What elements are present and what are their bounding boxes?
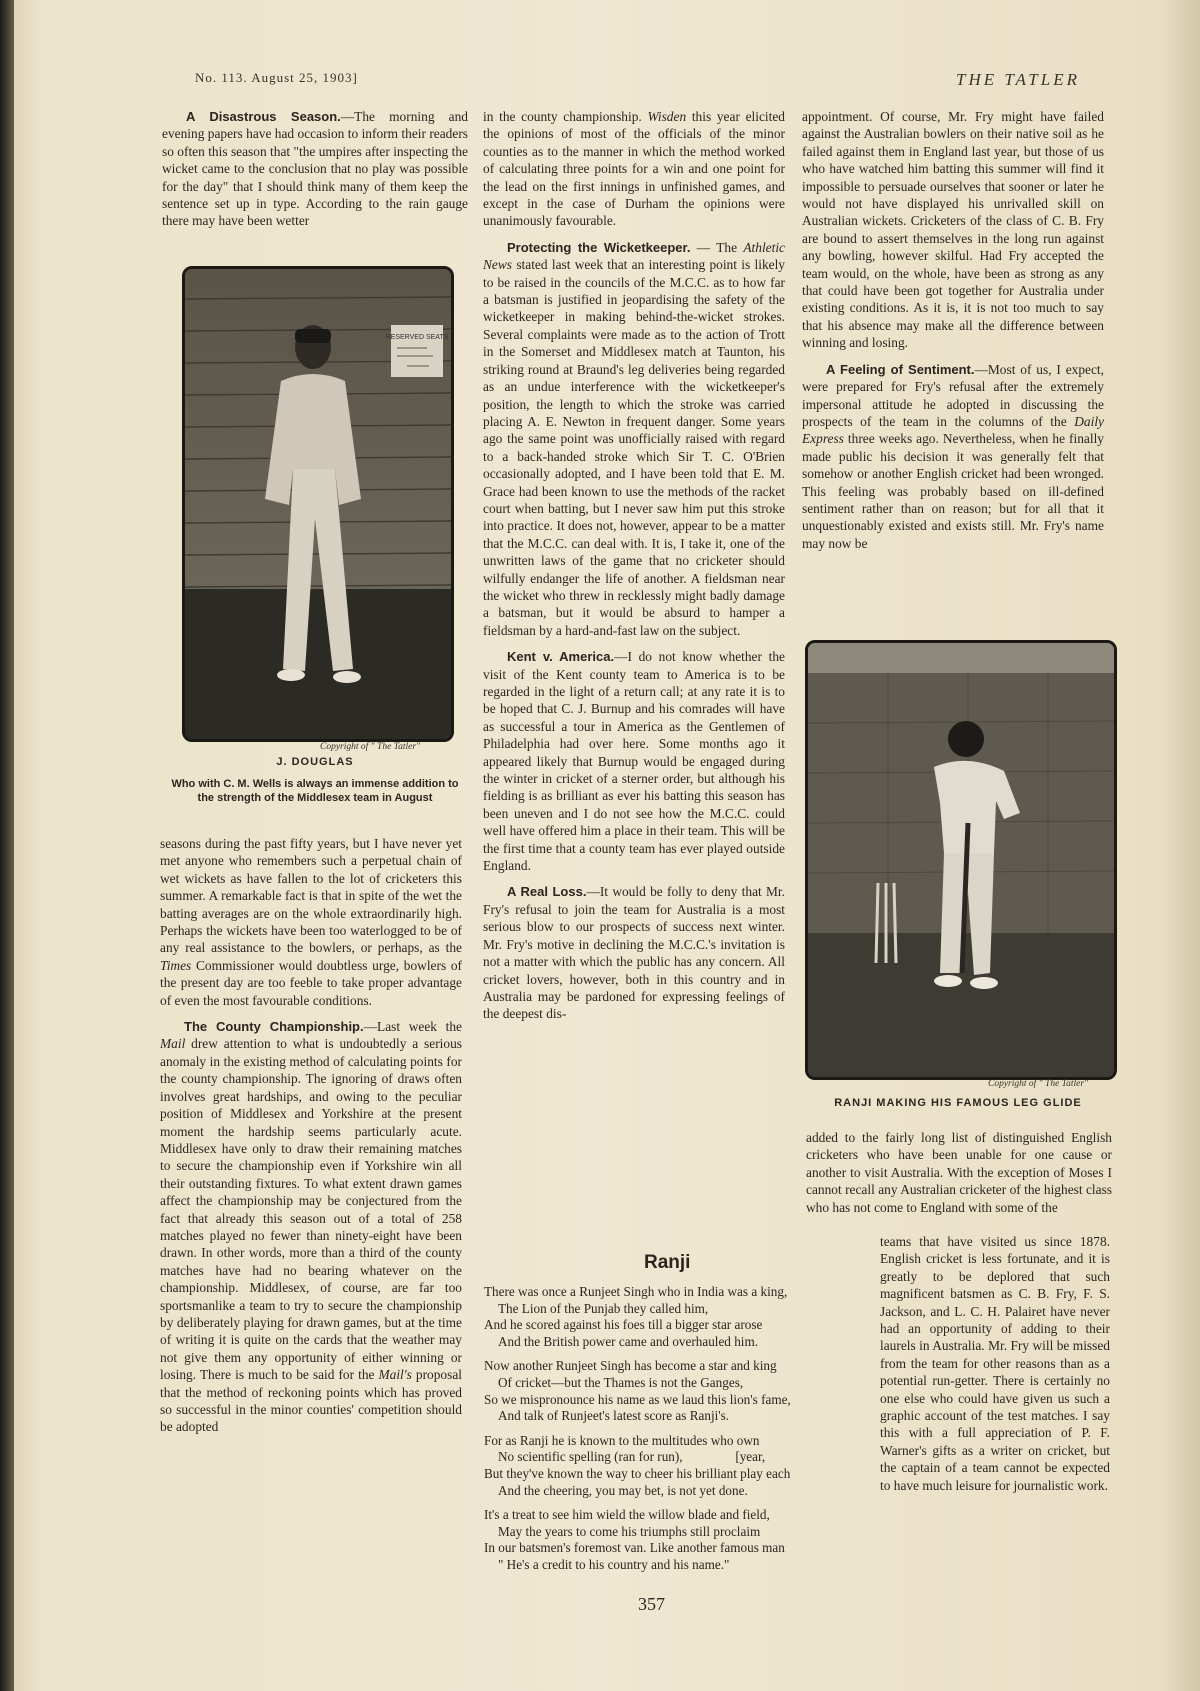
article-real-loss bbox=[483, 883, 785, 1022]
column-1-top bbox=[162, 108, 468, 239]
binding-edge bbox=[0, 0, 14, 1691]
photo-credit-ranji: Copyright of " The Tatler" bbox=[988, 1079, 1089, 1089]
paragraph-distinguished-cricketers bbox=[806, 1129, 1112, 1216]
caption-name-douglas: J. DOUGLAS bbox=[276, 756, 354, 768]
article-disastrous-season-intro bbox=[162, 108, 468, 230]
paragraph-text: —Most of us, I expect, were prepared for Fry's refusal after the extremely impersonal attitude he adopted in discussing the prospects of the team in the columns of the bbox=[802, 361, 1104, 429]
paragraph-text: drew attention to what is undoubtedly a serious anomaly in the existing method of calculating points for the county championship. The ignoring of draws often involves great hardships, and owing to the peculiar position of Middlesex and Yorkshire at the present moment the hardship seems particularly acute. Middlesex have only to draw their remaining matches to secure the championship even if Yorkshire win all their outstanding fixtures. To what extent drawn games affect the championship may be conjectured from the fact that already this season out of a total of 258 matches played no fewer than ninety-eight have been drawn. In other words, more than a third of the county matches have had no bearing whatever on the championship. Middlesex, of course, are far too sportsmanlike a team to try to secure the championship by deliberately playing for drawn games, but at the time of writing it is quite on the cards that the weather may not give them any opportunity of either winning or losing. There is much to be said for the bbox=[160, 1036, 462, 1383]
poem-line: And he scored against his foes till a bigger star arose bbox=[484, 1317, 763, 1333]
paragraph-text: teams that have visited us since 1878. English cricket is less fortunate, and it is greatly to be deplored that such magnificent batsmen as C. B. Fry, F. S. Jackson, and L. C. H. Palairet have never had an opportunity of adding to their laurels in Australia. Mr. Fry will be missed from the team for other reasons than as a potential run-getter. There is certainly no one else who could have given us such a graphic account of the test matches. I say this with a full appreciation of P. F. Warner's gifts as a writer on cricket, but the captain of a team cannot be expected to have much leisure for journalistic work. bbox=[880, 1234, 1110, 1493]
article-county-championship bbox=[160, 1018, 462, 1436]
paragraph-text: seasons during the past fifty years, but I have never yet met anyone who remembers such a perpetual chain of wet wickets as have fallen to the lot of cricketers this summer. A remarkable fact is that in spite of the wet the batting averages are on the whole extraordinarily high. Perhaps the wickets have been too waterlogged to be of any real assistance to the bowlers, or perhaps, as the bbox=[160, 836, 462, 956]
ranji-batting-image bbox=[808, 643, 1114, 1077]
paragraph-text: —I do not know whether the visit of the Kent county team to America is to be regarded in the light of a return call; at any rate it is to be hoped that C. J. Burnup and his comrades will have as successful a tour in America as the Gentlemen of Philadelphia had over here. Some months ago it appeared likely that Burnup would be engaged during the winter in cricket of a sterner order, but although his fielding is as brilliant as ever his batting this season has been uneven and I do not see how the M.C.C. could well have offered him a place in their team. This will be the first time that a county team has ever played outside England. bbox=[483, 649, 785, 874]
photo-ranji bbox=[805, 640, 1117, 1080]
paragraph-text: appointment. Of course, Mr. Fry might have failed against the Australian bowlers on their native soil as he failed against them in England last year, but those of us who have watched him batting this summer will find it impossible to persuade ourselves that sooner or later he would not have displayed his unrivalled skill on Australian wickets. Cricketers of the class of C. B. Fry are bound to assert themselves in the long run against any bowling, however skilful. Had Fry accepted the team would, on the whole, have been as strong as any that could have been got together for Australia under existing conditions. As it is, it is not too much to say that his absence may make all the difference between winning and losing. bbox=[802, 109, 1104, 351]
poem-stanza bbox=[484, 1507, 874, 1573]
column-3-narrow bbox=[880, 1233, 1110, 1503]
paragraph-wisden bbox=[483, 108, 785, 230]
sign-text: RESERVED SEATS bbox=[385, 334, 449, 341]
poem-line: No scientific spelling (ran for run), [year, bbox=[498, 1449, 766, 1465]
article-feeling-of-sentiment bbox=[802, 361, 1104, 552]
paragraph-text: three weeks ago. Nevertheless, when he finally made public his decision it was generally felt that somehow or another English cricket had been wronged. This feeling was probably based on ill-defined sentiment rather than on reason; but for all that it unquestionably existed and exists still. Mr. Fry's name may now be bbox=[802, 431, 1104, 551]
poem-title: Ranji bbox=[644, 1252, 691, 1273]
poem-line: May the years to come his triumphs still proclaim bbox=[498, 1523, 761, 1539]
caption-ranji: RANJI MAKING HIS FAMOUS LEG GLIDE bbox=[834, 1097, 1082, 1109]
poem-stanza bbox=[484, 1358, 874, 1424]
paragraph-text: —It would be folly to deny that Mr. Fry's refusal to join the team for Australia is a most serious blow to our prospects of success next winter. Mr. Fry's motive in declining the M.C.C.'s invitation is not a matter with which the public has any concern. All cricket lovers, however, both in this country and in Australia may be pardoned for expressing feelings of the deepest dis- bbox=[483, 884, 785, 1022]
poem-line: Now another Runjeet Singh has become a star and king bbox=[484, 1358, 777, 1374]
italic-text: Athletic News bbox=[483, 239, 785, 273]
poem-line: But they've known the way to cheer his brilliant play each bbox=[484, 1465, 791, 1481]
column-1-bottom bbox=[160, 835, 462, 1445]
paragraph-fortunate bbox=[880, 1233, 1110, 1494]
issue-header: No. 113. August 25, 1903] bbox=[195, 70, 358, 85]
poem-line: In our batsmen's foremost van. Like another famous man bbox=[484, 1540, 785, 1556]
heading-protecting-wicketkeeper: Protecting the Wicketkeeper. bbox=[507, 239, 691, 255]
poem-line: And talk of Runjeet's latest score as Ranji's. bbox=[498, 1408, 730, 1424]
paragraph-text: in the county championship. bbox=[483, 109, 648, 124]
paragraph-text: this year elicited the opinions of most of the officials of the minor counties as to the manner in which the method worked of calculating three points for a win and one point for the lead on the first innings in unfinished games, and except in the case of Durham the opinions were unanimously favourable. bbox=[483, 109, 785, 229]
caption-description-douglas: Who with C. M. Wells is always an immense addition to the strength of the Middlesex team in August bbox=[171, 778, 459, 804]
photo-j-douglas bbox=[182, 266, 454, 742]
italic-text: Wisden bbox=[647, 109, 687, 124]
paragraph-text: Commissioner would doubtless urge, bowlers of the present day are too feeble to take proper advantage of even the most favourable conditions. bbox=[160, 957, 462, 1008]
poem-line: The Lion of the Punjab they called him, bbox=[498, 1300, 709, 1316]
paragraph-text: stated last week that an interesting point is likely to be raised in the councils of the M.C.C. as to how far a batsman is justified in jeopardising the safety of the wicketkeeper in making behind-the-wicket strokes. Several complaints were made as to the action of Trott in the Somerset and Middlesex match at Taunton, his striking round at Braund's leg deliveries being regarded as an undue interference with the wicketkeeper's position, the length to which the stroke was carried placing A. E. Newton in frequent danger. Some years ago the same point was unofficially raised with regard to a back-handed stroke which Sir T. C. O'Brien occasionally adopted, and I have been told that E. M. Grace had been known to use the methods of the racket court when batting, but I never saw him put this stroke into practice. It does not, however, appear to be a matter that the M.C.C. can deal with. It is, I take it, one of the unwritten laws of the game that no cricketer should wilfully endanger the life of another. A fieldsman near the wicket who threw in recklessly might badly damage a batsman, but it would be absurd to hamper a fieldsman by a hard-and-fast law on the subject. bbox=[483, 257, 785, 638]
italic-text: Mail's bbox=[378, 1367, 412, 1383]
heading-feeling-of-sentiment: A Feeling of Sentiment. bbox=[826, 361, 975, 377]
paragraph-text: —The morning and evening papers have had occasion to inform their readers so often this season that "the umpires after inspecting the wicket came to the conclusion that no play was possible for the day" that I should think many of them keep the sentence set up in type. According to the rain gauge there may have been wetter bbox=[162, 109, 468, 229]
paragraph-text: added to the fairly long list of distinguished English cricketers who have been unable for one cause or another to visit Australia. With the exception of Moses I cannot recall any Australian cricketer of the highest class who has not come to England with some of the bbox=[806, 1130, 1112, 1215]
photo-credit-douglas: Copyright of " The Tatler" bbox=[320, 742, 421, 752]
poem-line: It's a treat to see him wield the willow blade and field, bbox=[484, 1507, 770, 1523]
poem-line: " He's a credit to his country and his name." bbox=[498, 1556, 730, 1572]
heading-real-loss: A Real Loss. bbox=[507, 884, 587, 900]
column-2 bbox=[483, 108, 785, 1032]
italic-text: Daily Express bbox=[802, 413, 1104, 447]
heading-county-championship: The County Championship. bbox=[184, 1019, 364, 1035]
italic-text: Mail bbox=[160, 1036, 186, 1052]
heading-kent-v-america: Kent v. America. bbox=[507, 649, 615, 665]
column-3-top bbox=[802, 108, 1104, 561]
paragraph-fry-disappointment bbox=[802, 108, 1104, 352]
poem-line: There was once a Runjeet Singh who in India was a king, bbox=[484, 1284, 788, 1299]
heading-disastrous-season: A Disastrous Season. bbox=[186, 109, 341, 124]
italic-text: Times bbox=[160, 957, 192, 973]
poem-line: So we mispronounce his name as we laud this lion's fame, bbox=[484, 1391, 791, 1407]
page-number: 357 bbox=[638, 1594, 665, 1614]
poem-line: Of cricket—but the Thames is not the Ganges, bbox=[498, 1374, 744, 1390]
paragraph-wet-wickets bbox=[160, 835, 462, 1009]
article-kent-v-america bbox=[483, 648, 785, 874]
article-protecting-wicketkeeper bbox=[483, 239, 785, 639]
poem-ranji bbox=[484, 1284, 874, 1582]
paragraph-text: —Last week the bbox=[363, 1019, 462, 1035]
poem-line: And the British power came and overhauled him. bbox=[498, 1333, 759, 1349]
poem-line: And the cheering, you may bet, is not yet done. bbox=[498, 1482, 748, 1498]
poem-line: For as Ranji he is known to the multitudes who own bbox=[484, 1432, 760, 1448]
masthead: THE TATLER bbox=[956, 70, 1080, 89]
poem-stanza bbox=[484, 1433, 874, 1499]
paragraph-text: — The bbox=[690, 239, 744, 255]
paragraph-text: proposal that the method of reckoning points which has proved so successful in the minor counties' competition should be adopted bbox=[160, 1367, 462, 1435]
cricketer-portrait-image bbox=[185, 269, 451, 739]
poem-stanza bbox=[484, 1284, 874, 1350]
column-3-bottom bbox=[806, 1129, 1112, 1225]
